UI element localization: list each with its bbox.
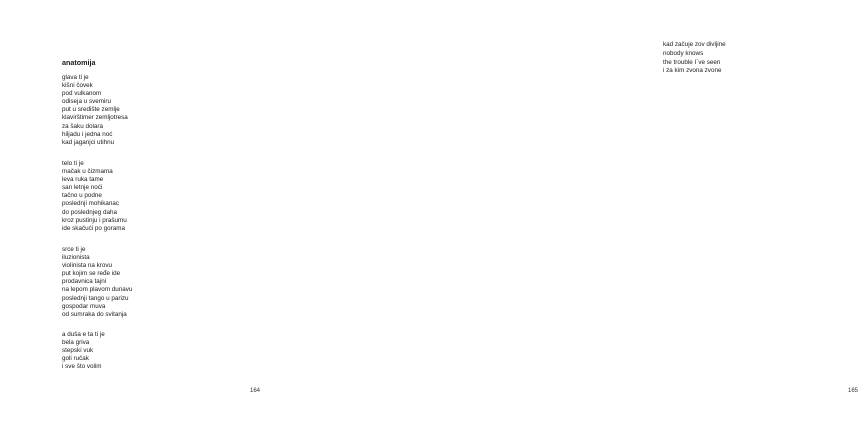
left-page: [0, 0, 300, 423]
poem-line: za šaku dolara: [62, 122, 103, 130]
stanza-continued: [663, 41, 726, 76]
poem-line: goli ručak: [62, 355, 89, 363]
poem-line: poslednji tango u parizu: [62, 294, 129, 302]
poem-line: violinista na krovu: [62, 262, 113, 270]
poem-line: glava ti je: [62, 74, 89, 81]
poem-line: put kojim se ređe ide: [62, 270, 121, 278]
poem-line: kroz pustinju i prašumu: [62, 216, 127, 224]
poem-line: srce ti je: [62, 246, 86, 253]
poem-line: na lepom plavom dunavu: [62, 286, 133, 294]
poem-line: kišni čovek: [62, 82, 93, 90]
poem-title: anatomija: [62, 58, 96, 67]
stanza-2: [62, 160, 127, 233]
poem-line: a duša e ta ti je: [62, 331, 105, 338]
poem-line: tačno u podne: [62, 192, 102, 200]
poem-line: stepski vuk: [62, 347, 94, 355]
poem-line: kad jaganjci utihnu: [62, 138, 115, 146]
poem-line: i za kim zvona zvone: [663, 67, 722, 75]
poem-line: nobody knows: [663, 49, 704, 57]
poem-line: iluzionista: [62, 254, 90, 262]
right-page: [300, 0, 858, 423]
poem-line: bela griva: [62, 339, 90, 347]
poem-line: put u središte zemlje: [62, 106, 120, 114]
poem-line: prodavnica tajni: [62, 278, 107, 286]
page-number-right: 165: [848, 388, 858, 394]
poem-line: san letnje noći: [62, 184, 103, 192]
page-number-left: 164: [250, 388, 261, 394]
poem-line: odiseja u svemiru: [62, 98, 111, 106]
poem-line: mačak u čizmama: [62, 168, 113, 176]
poem-line: gospodar muva: [62, 302, 106, 310]
poem-line: telo ti je: [62, 160, 84, 167]
poem-line: kad začuje zov divljine: [663, 41, 726, 48]
poem-line: od sumraka do svitanja: [62, 310, 127, 318]
poem-line: pod vulkanom: [62, 90, 102, 98]
stanza-4: [62, 331, 105, 371]
poem-line: klavirštimer zemljotresa: [62, 114, 128, 122]
poem-line: poslednji mohikanac: [62, 200, 120, 208]
poem-line: i sve što volim: [62, 363, 102, 371]
poem-line: do poslednjeg daha: [62, 208, 117, 216]
poem-line: leva ruka tame: [62, 176, 104, 184]
poem-line: the trouble I´ve seen: [663, 58, 721, 66]
stanza-3: [62, 246, 132, 319]
poem-line: ide skačući po gorama: [62, 224, 126, 232]
poem-line: hiljadu i jedna noć: [62, 130, 113, 138]
stanza-1: [62, 74, 128, 147]
